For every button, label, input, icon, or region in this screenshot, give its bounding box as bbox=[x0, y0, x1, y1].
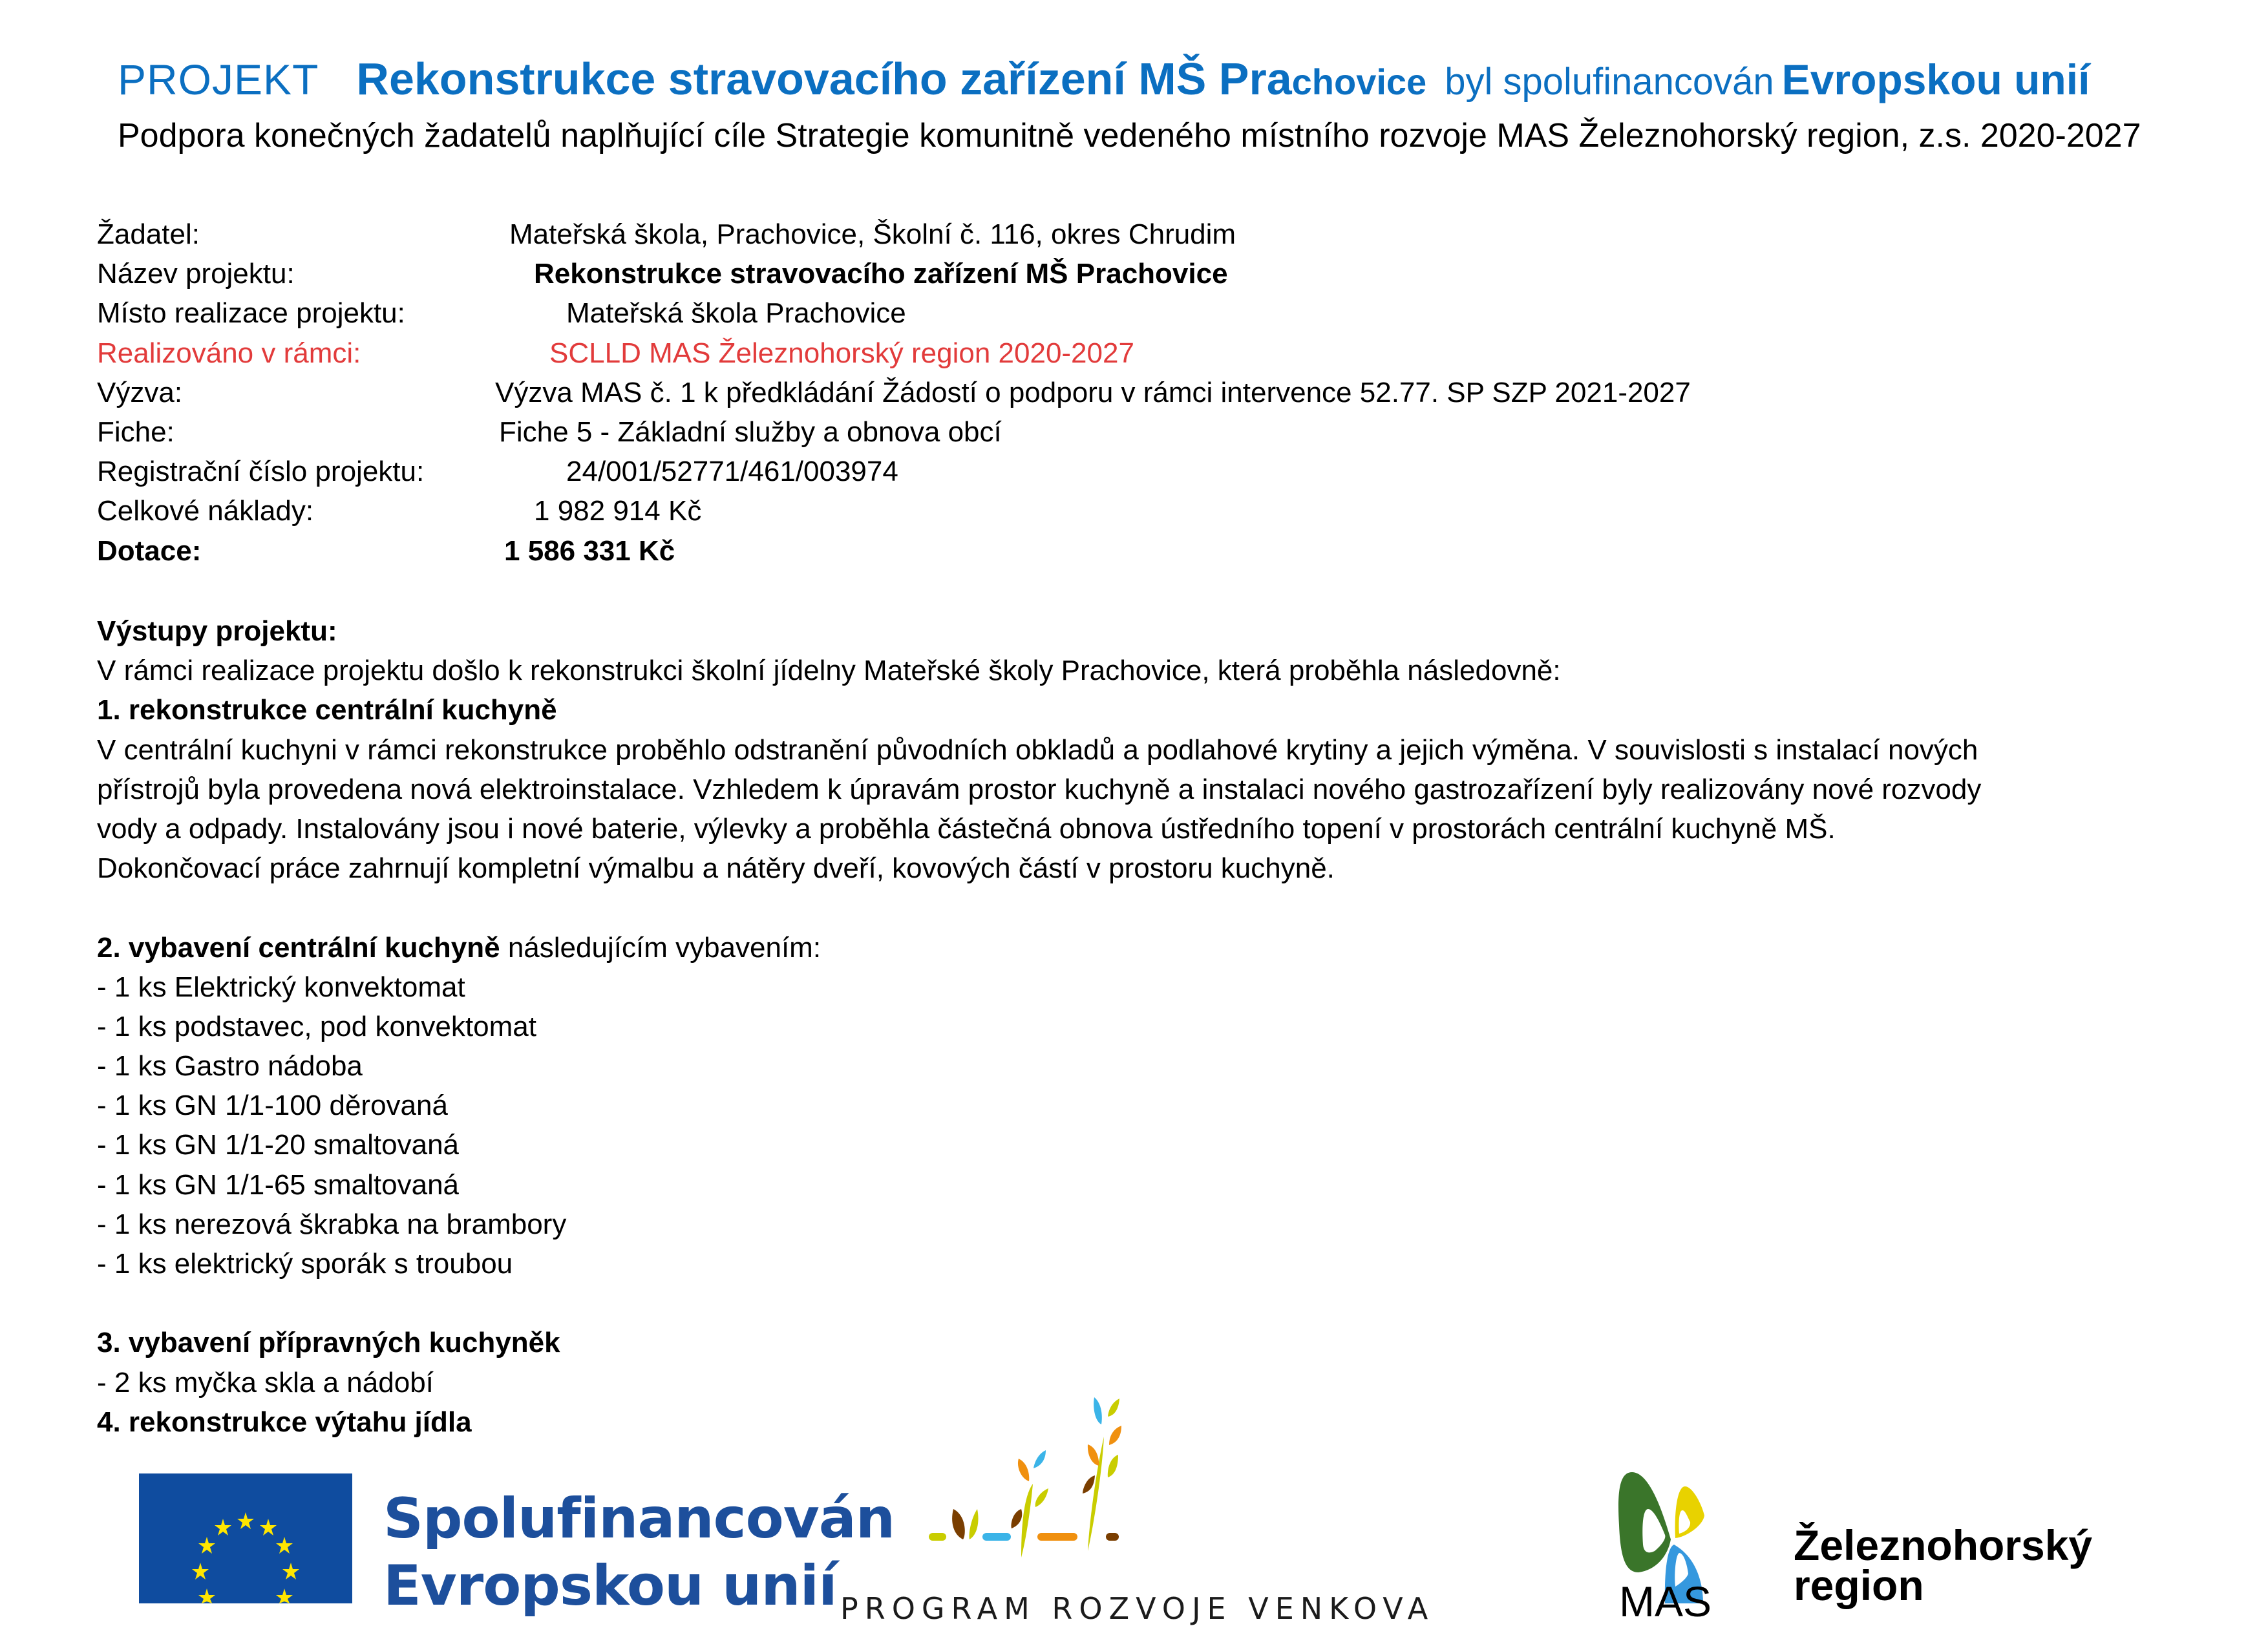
list-item: - 1 ks GN 1/1-20 smaltovaná bbox=[97, 1129, 460, 1161]
info-label: Místo realizace projektu: bbox=[97, 297, 405, 330]
list-item: - 1 ks GN 1/1-65 smaltovaná bbox=[97, 1168, 460, 1201]
outputs-intro: V rámci realizace projektu došlo k rekonstrukci školní jídelny Mateřské školy Prachovice, která proběhla následovně: bbox=[97, 655, 1561, 687]
info-value: Výzva MAS č. 1 k předkládání Žádostí o podporu v rámci intervence 52.77. SP SZP 2021-2027 bbox=[495, 376, 1691, 408]
list-item: - 1 ks Elektrický konvektomat bbox=[97, 971, 465, 1003]
section-1-text: Dokončovací práce zahrnují kompletní výmalbu a nátěry dveří, kovových částí v prostoru kuchyně. bbox=[97, 852, 1335, 885]
list-item: - 1 ks GN 1/1-100 děrovaná bbox=[97, 1090, 448, 1122]
project-name: Rekonstrukce stravovacího zařízení MŠ Prachovice bbox=[356, 54, 1427, 104]
project-prefix: PROJEKT bbox=[118, 56, 319, 103]
info-label: Fiche: bbox=[97, 416, 175, 448]
info-label: Celkové náklady: bbox=[97, 495, 314, 527]
info-label: Realizováno v rámci: bbox=[97, 337, 361, 369]
subtitle: Podpora konečných žadatelů naplňující cíle Strategie komunitně vedeného místního rozvoje MAS Železnohorský region, z.s. 2020-2027 bbox=[118, 117, 2141, 154]
section-1-text: přístrojů byla provedena nová elektroinstalace. Vzhledem k úpravám prostor kuchyně a instalaci nového gastrozařízení byly realizovány nové rozvody bbox=[97, 773, 1982, 805]
info-value: 1 982 914 Kč bbox=[534, 495, 702, 527]
section-4-title: 4. rekonstrukce výtahu jídla bbox=[97, 1406, 472, 1438]
info-label: Název projektu: bbox=[97, 258, 295, 290]
info-value: 24/001/52771/461/003974 bbox=[566, 456, 898, 488]
cofinanced-text: byl spolufinancován bbox=[1445, 61, 1774, 103]
info-value: Mateřská škola, Prachovice, Školní č. 116, okres Chrudim bbox=[509, 218, 1236, 250]
project-title bbox=[118, 53, 2090, 105]
project-outputs bbox=[97, 611, 2191, 1442]
info-value: 1 586 331 Kč bbox=[504, 534, 675, 567]
info-value: Fiche 5 - Základní služby a obnova obcí bbox=[499, 416, 1002, 448]
prv-logo-text: PROGRAM ROZVOJE VENKOVA bbox=[840, 1591, 1435, 1626]
mas-logo-name: Železnohorský region bbox=[1794, 1521, 2093, 1609]
info-label: Registrační číslo projektu: bbox=[97, 456, 425, 488]
list-item: - 1 ks elektrický sporák s troubou bbox=[97, 1248, 513, 1280]
section-3-title: 3. vybavení přípravných kuchyněk bbox=[97, 1327, 560, 1359]
list-item: - 1 ks Gastro nádoba bbox=[97, 1050, 363, 1082]
mas-logo-abbr: MAS bbox=[1619, 1578, 1712, 1625]
info-label: Dotace: bbox=[97, 534, 202, 567]
eu-logo-text: Spolufinancován Evropskou unií bbox=[383, 1486, 895, 1618]
info-value: Mateřská škola Prachovice bbox=[566, 297, 906, 330]
section-2-title: 2. vybavení centrální kuchyně následujícím vybavením: bbox=[97, 931, 821, 964]
outputs-heading: Výstupy projektu: bbox=[97, 615, 337, 647]
section-1-text: vody a odpady. Instalovány jsou i nové baterie, výlevky a proběhla částečná obnova ústředního topení v prostorách centrální kuchyně MŠ. bbox=[97, 812, 1836, 845]
list-item: - 2 ks myčka skla a nádobí bbox=[97, 1366, 434, 1399]
info-value: SCLLD MAS Železnohorský region 2020-2027 bbox=[549, 337, 1134, 369]
eu-text: Evropskou unií bbox=[1781, 56, 2090, 103]
list-item: - 1 ks nerezová škrabka na brambory bbox=[97, 1208, 567, 1240]
info-label: Žadatel: bbox=[97, 218, 200, 250]
section-1-title: 1. rekonstrukce centrální kuchyně bbox=[97, 694, 557, 726]
eu-flag-icon bbox=[139, 1473, 352, 1603]
info-label: Výzva: bbox=[97, 376, 183, 408]
sprouting-plants-icon bbox=[808, 1370, 1487, 1603]
section-1-text: V centrální kuchyni v rámci rekonstrukce proběhlo odstranění původních obkladů a podlahové krytiny a jejich výměna. V souvislosti s instalací nových bbox=[97, 734, 1978, 766]
list-item: - 1 ks podstavec, pod konvektomat bbox=[97, 1010, 536, 1042]
info-value: Rekonstrukce stravovacího zařízení MŠ Prachovice bbox=[534, 258, 1228, 290]
